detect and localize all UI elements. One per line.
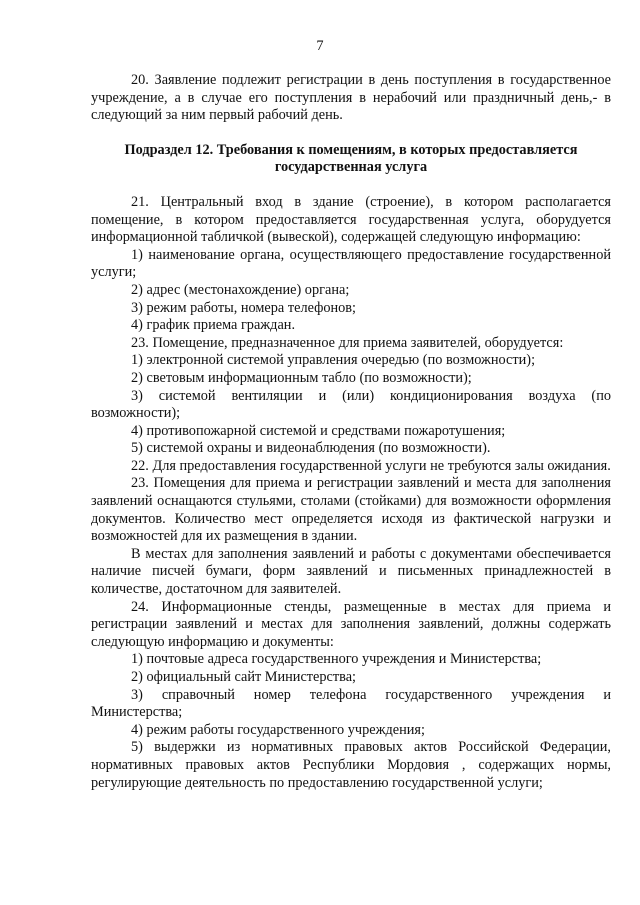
list-item: 2) световым информационным табло (по возможности);: [131, 369, 472, 386]
list-item: 5) выдержки из нормативных правовых актов Российской Федерации, нормативных правовых актов Республики Мордовия , содержащих нормы, регулирующие деятельность по предоставлению государственной услуги;: [91, 739, 611, 791]
paragraph-23a: 23. Помещение, предназначенное для приема заявителей, оборудуется:: [131, 334, 564, 351]
list-item: 1) наименование органа, осуществляющего предоставление государственной услуги;: [91, 246, 611, 281]
list-item: 1) электронной системой управления очередью (по возможности);: [131, 352, 536, 369]
list-item: 3) справочный номер телефона государственного учреждения и Министерства;: [91, 686, 611, 721]
list-item: 4) противопожарной системой и средствами пожаротушения;: [131, 422, 506, 439]
paragraph-20: 20. Заявление подлежит регистрации в день поступления в государственное учреждение, а в случае его поступления в нерабочий или праздничный день,- в следующий за ним первый рабочий день.: [91, 72, 611, 124]
list-item: 5) системой охраны и видеонаблюдения (по возможности).: [131, 440, 491, 457]
paragraph-23b: 23. Помещения для приема и регистрации заявлений и места для заполнения заявлений оснащаются стульями, столами (стойками) для возможности оформления документов. Количество мест определяется исходя из фактической нагрузки и возможностей для их размещения в здании.: [91, 475, 611, 545]
paragraph-24: 24. Информационные стенды, размещенные в местах для приема и регистрации заявлений и местах для заполнения заявлений, должны содержать следующую информацию и документы:: [91, 598, 611, 650]
document-body: [91, 72, 611, 792]
paragraph-22: 22. Для предоставления государственной услуги не требуются залы ожидания.: [131, 457, 611, 474]
list-item: 3) системой вентиляции и (или) кондиционирования воздуха (по возможности);: [91, 387, 611, 422]
paragraph-places: В местах для заполнения заявлений и работы с документами обеспечивается наличие писчей бумаги, форм заявлений и письменных принадлежностей в количестве, достаточном для заявителей.: [91, 545, 611, 598]
page-number: 7: [316, 38, 324, 54]
list-item: 4) режим работы государственного учреждения;: [131, 721, 425, 738]
list-item: 1) почтовые адреса государственного учреждения и Министерства;: [131, 651, 542, 668]
paragraph-21: 21. Центральный вход в здание (строение), в котором располагается помещение, в котором предоставляется государственная услуга, оборудуется информационной табличкой (вывеской), содержащей следующую информацию:: [91, 193, 611, 246]
list-item: 2) адрес (местонахождение) органа;: [131, 281, 350, 298]
list-item: 4) график приема граждан.: [131, 317, 296, 334]
list-item: 2) официальный сайт Министерства;: [131, 669, 357, 685]
list-item: 3) режим работы, номера телефонов;: [131, 299, 357, 316]
section-heading: Подраздел 12. Требования к помещениям, в которых предоставляется государственная услуга: [124, 141, 578, 176]
